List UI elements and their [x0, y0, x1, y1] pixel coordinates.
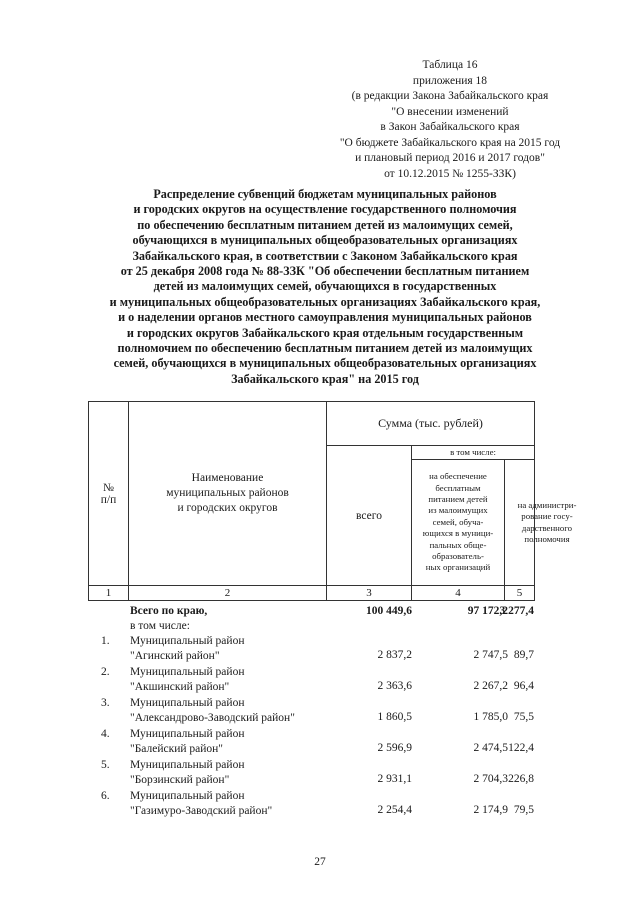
table-row — [88, 789, 534, 820]
row-name-line1: Муниципальный район — [130, 666, 245, 678]
header-line: (в редакции Закона Забайкальского края — [351, 90, 549, 102]
table-row — [88, 634, 534, 665]
col-name-header — [129, 402, 327, 586]
row-name-line2: "Балейский район" — [130, 743, 223, 755]
col-number-line: № — [103, 481, 114, 494]
header-line: приложения 18 — [412, 74, 488, 87]
col-admin-line: дарственного — [521, 522, 573, 533]
header-line: и плановый период 2016 и 2017 годов" — [355, 152, 545, 164]
title-line: Забайкальского края" на 2015 год — [231, 371, 419, 386]
col-admin-header — [505, 460, 577, 586]
col-food-header — [412, 460, 505, 586]
row-admin: 75,5 — [513, 711, 534, 723]
header-line: от 10.12.2015 № 1255-ЗЗК) — [384, 167, 516, 180]
col-food-line: ющихся в муници- — [422, 528, 494, 539]
totals-subrow — [88, 619, 534, 634]
title-line: и городских округов на осуществление государственного полномочия — [133, 202, 517, 217]
title-line: и городских округов Забайкальского края отдельным государственным — [126, 325, 524, 340]
title-line: и о наделении органов местного самоуправления муниципальных районов — [118, 310, 532, 325]
col-number-header — [89, 402, 129, 586]
header-line: "О внесении изменений — [391, 105, 509, 118]
col-food-line: на обеспечение — [429, 471, 487, 482]
row-admin: 226,8 — [508, 773, 534, 785]
title-line: Распределение субвенций бюджетам муниципальных районов — [153, 187, 497, 201]
row-name-line2: "Борзинский район" — [130, 774, 230, 786]
page-number: 27 — [314, 856, 326, 868]
header-line: "О бюджете Забайкальского края на 2015 год — [339, 136, 561, 149]
row-food: 2 747,5 — [473, 649, 508, 661]
row-food: 2 704,3 — [473, 773, 508, 785]
title-line: детей из малоимущих семей, обучающихся в государственных — [153, 279, 497, 294]
table-body — [88, 604, 534, 820]
title-line: от 25 декабря 2008 года № 88-ЗЗК "Об обеспечении бесплатным питанием — [120, 264, 530, 279]
col-food-line: из малоимущих — [428, 505, 488, 516]
row-total: 1 860,5 — [377, 711, 412, 723]
row-total: 2 254,4 — [377, 804, 412, 816]
title-line: полномочием по обеспечению бесплатным питанием детей из малоимущих — [117, 341, 533, 356]
row-total: 2 596,9 — [377, 742, 412, 754]
table-row — [88, 696, 534, 727]
col-index: 2 — [129, 586, 327, 601]
row-total: 2 837,2 — [377, 649, 412, 661]
sum-header: Сумма (тыс. рублей) — [327, 402, 535, 446]
col-admin-line: рование госу- — [521, 511, 573, 522]
col-food-line: ных организаций — [425, 562, 491, 573]
totals-food: 97 172,2 — [467, 605, 508, 617]
row-food: 1 785,0 — [473, 711, 508, 723]
title-line: семей, обучающихся в муниципальных общеобразовательных организациях — [113, 356, 537, 371]
appendix-header — [300, 58, 600, 182]
col-admin-text — [504, 500, 590, 546]
title-line: и муниципальных общеобразовательных организациях Забайкальского края, — [109, 294, 541, 309]
col-index: 1 — [89, 586, 129, 601]
totals-admin: 3 277,4 — [499, 605, 534, 617]
row-name-line1: Муниципальный район — [130, 790, 245, 802]
row-number: 5. — [101, 759, 110, 771]
header-line: Таблица 16 — [422, 59, 478, 71]
table-row — [88, 758, 534, 789]
col-food-line: питанием детей — [428, 493, 488, 504]
totals-label: Всего по краю, — [130, 605, 208, 617]
row-number: 6. — [101, 790, 110, 802]
row-name-line2: "Акшинский район" — [130, 681, 230, 693]
row-admin: 79,5 — [513, 804, 534, 816]
row-name-line2: "Агинский район" — [130, 650, 220, 662]
col-name-line: и городских округов — [177, 502, 278, 514]
col-food-line: пальных обще- — [429, 539, 487, 550]
document-title — [80, 187, 570, 387]
title-line: Забайкальского края, в соответствии с Законом Забайкальского края — [132, 248, 518, 263]
row-name-line1: Муниципальный район — [130, 635, 245, 647]
row-total: 2 363,6 — [377, 680, 412, 692]
row-food: 2 267,2 — [473, 680, 508, 692]
row-name-line1: Муниципальный район — [130, 697, 245, 709]
totals-total: 100 449,6 — [366, 605, 412, 617]
table-row — [88, 727, 534, 758]
row-number: 1. — [101, 635, 110, 647]
col-food-line: образователь- — [432, 551, 484, 562]
row-name-line1: Муниципальный район — [130, 728, 245, 740]
col-food-line: семей, обуча- — [432, 516, 484, 527]
totals-row — [88, 604, 534, 619]
title-line: по обеспечению бесплатным питанием детей из малоимущих семей, — [137, 217, 513, 232]
row-number: 3. — [101, 697, 110, 709]
header-line: в Закон Забайкальского края — [380, 121, 520, 133]
row-food: 2 174,9 — [473, 804, 508, 816]
row-total: 2 931,1 — [377, 773, 412, 785]
col-admin-line: полномочия — [524, 533, 570, 544]
col-index: 5 — [505, 586, 535, 601]
row-name-line1: Муниципальный район — [130, 759, 245, 771]
table-row — [88, 665, 534, 696]
row-admin: 96,4 — [513, 680, 534, 692]
row-food: 2 474,5 — [473, 742, 508, 754]
including-header: в том числе: — [412, 446, 535, 460]
totals-sublabel: в том числе: — [130, 620, 190, 632]
col-name-line: муниципальных районов — [166, 487, 289, 499]
row-admin: 89,7 — [513, 649, 534, 661]
row-name-line2: "Александрово-Заводский район" — [130, 712, 295, 724]
col-name-line: Наименование — [191, 472, 264, 484]
table-header — [88, 401, 577, 601]
col-admin-line: на администри- — [517, 499, 577, 510]
row-number: 2. — [101, 666, 110, 678]
col-index: 3 — [327, 586, 412, 601]
row-name-line2: "Газимуро-Заводский район" — [130, 805, 273, 817]
col-food-line: бесплатным — [435, 482, 481, 493]
row-admin: 122,4 — [508, 742, 534, 754]
title-line: обучающихся в муниципальных общеобразовательных организациях — [132, 233, 518, 248]
col-index: 4 — [412, 586, 505, 601]
row-number: 4. — [101, 728, 110, 740]
col-number-line: п/п — [100, 493, 117, 506]
col-total-header: всего — [327, 446, 412, 586]
